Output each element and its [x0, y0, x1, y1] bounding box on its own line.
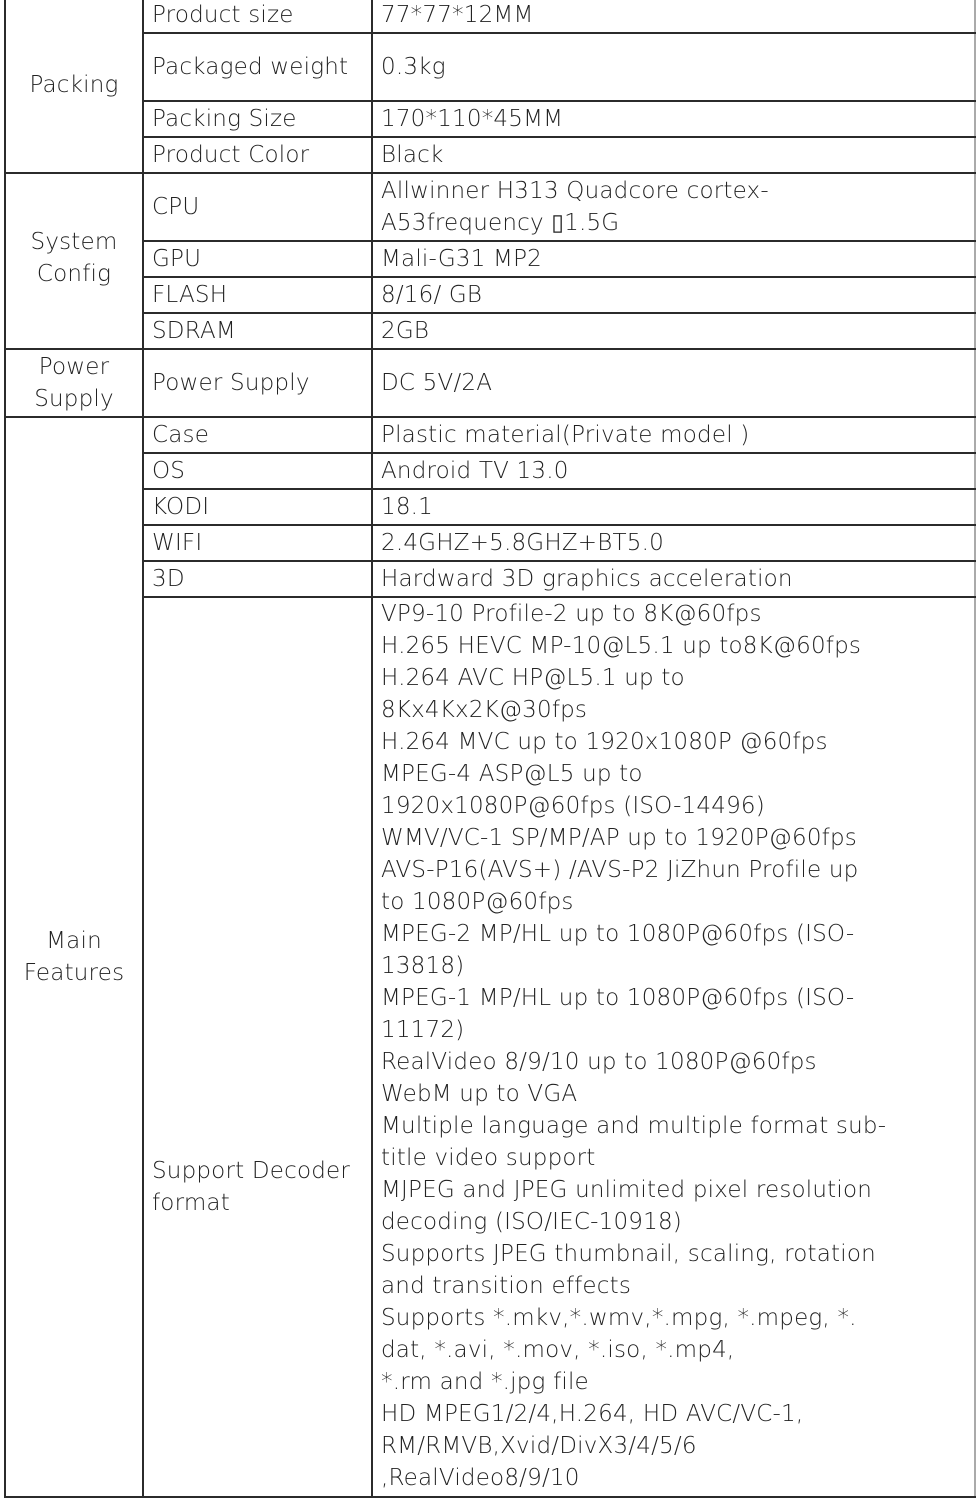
decoder-line: decoding (ISO/IEC-10918): [381, 1209, 682, 1235]
decoder-line: *.rm and *.jpg file: [381, 1369, 589, 1395]
decoder-line: MPEG-2 MP/HL up to 1080P@60fps (ISO-: [381, 921, 855, 947]
decoder-line: HD MPEG1/2/4,H.264, HD AVC/VC-1,: [381, 1401, 804, 1427]
decoder-line: ,RealVideo8/9/10: [381, 1465, 580, 1491]
decoder-line: WebM up to VGA: [381, 1081, 578, 1107]
table-row: [5, 561, 975, 597]
spec-key: SDRAM: [143, 313, 372, 349]
table-row: [5, 417, 975, 453]
spec-key: Product size: [143, 0, 372, 33]
spec-value: 77*77*12MM: [372, 0, 975, 33]
spec-table: [4, 0, 976, 1498]
decoder-line: MPEG-1 MP/HL up to 1080P@60fps (ISO-: [381, 985, 855, 1011]
category-cell-main-features: Main Features: [5, 417, 143, 1497]
spec-value: Black: [372, 137, 975, 173]
spec-value: DC 5V/2A: [372, 349, 975, 417]
spec-value: 8/16/ GB: [372, 277, 975, 313]
decoder-line: WMV/VC-1 SP/MP/AP up to 1920P@60fps: [381, 825, 857, 851]
decoder-line: RM/RMVB,Xvid/DivX3/4/5/6: [381, 1433, 697, 1459]
decoder-line: 11172): [381, 1017, 465, 1043]
category-cell-system-config: System Config: [5, 173, 143, 349]
decoder-line: dat, *.avi, *.mov, *.iso, *.mp4,: [381, 1337, 735, 1363]
table-row: [5, 277, 975, 313]
spec-value: 18.1: [372, 489, 975, 525]
decoder-line: 13818): [381, 953, 465, 979]
spec-key: Case: [143, 417, 372, 453]
decoder-line: to 1080P@60fps: [381, 889, 574, 915]
table-row: [5, 313, 975, 349]
decoder-line: H.264 MVC up to 1920x1080P @60fps: [381, 729, 828, 755]
spec-key: CPU: [143, 173, 372, 241]
spec-key: GPU: [143, 241, 372, 277]
spec-value: Mali-G31 MP2: [372, 241, 975, 277]
table-row: [5, 33, 975, 101]
table-row: [5, 173, 975, 241]
decoder-line: Supports *.mkv,*.wmv,*.mpg, *.mpeg, *.: [381, 1305, 857, 1331]
decoder-line: MPEG-4 ASP@L5 up to: [381, 761, 643, 787]
spec-value: Allwinner H313 Quadcore cortex-A53frequency ▯1.5G: [372, 173, 975, 241]
decoder-line: H.264 AVC HP@L5.1 up to: [381, 665, 685, 691]
spec-key: KODI: [143, 489, 372, 525]
decoder-line: Supports JPEG thumbnail, scaling, rotation: [381, 1241, 876, 1267]
spec-value: Plastic material(Private model ): [372, 417, 975, 453]
category-cell-power-supply: Power Supply: [5, 349, 143, 417]
spec-value: 0.3kg: [372, 33, 975, 101]
spec-key: 3D: [143, 561, 372, 597]
spec-value: 170*110*45MM: [372, 101, 975, 137]
table-row: [5, 349, 975, 417]
decoder-line: Multiple language and multiple format sub-: [381, 1113, 887, 1139]
decoder-line: VP9-10 Profile-2 up to 8K@60fps: [381, 601, 762, 627]
decoder-line: RealVideo 8/9/10 up to 1080P@60fps: [381, 1049, 817, 1075]
spec-key: FLASH: [143, 277, 372, 313]
decoder-line: title video support: [381, 1145, 596, 1171]
decoder-line: and transition effects: [381, 1273, 632, 1299]
table-row: [5, 453, 975, 489]
spec-key: Packing Size: [143, 101, 372, 137]
table-row: [5, 597, 975, 1497]
spec-key: Support Decoder format: [143, 597, 372, 1497]
decoder-line: MJPEG and JPEG unlimited pixel resolution: [381, 1177, 872, 1203]
spec-key: WIFI: [143, 525, 372, 561]
table-row: [5, 137, 975, 173]
spec-value: Android TV 13.0: [372, 453, 975, 489]
spec-key: Product Color: [143, 137, 372, 173]
table-row: [5, 101, 975, 137]
spec-value-decoder-formats: [372, 597, 975, 1497]
spec-key: Packaged weight: [143, 33, 372, 101]
decoder-line: H.265 HEVC MP-10@L5.1 up to8K@60fps: [381, 633, 862, 659]
spec-key: OS: [143, 453, 372, 489]
decoder-line: AVS-P16(AVS+) /AVS-P2 JiZhun Profile up: [381, 857, 859, 883]
spec-key: Power Supply: [143, 349, 372, 417]
spec-value: 2.4GHZ+5.8GHZ+BT5.0: [372, 525, 975, 561]
table-row: [5, 489, 975, 525]
category-cell-packing: Packing: [5, 0, 143, 173]
decoder-line: 1920x1080P@60fps (ISO-14496): [381, 793, 765, 819]
spec-value: Hardward 3D graphics acceleration: [372, 561, 975, 597]
spec-value: 2GB: [372, 313, 975, 349]
table-row: [5, 241, 975, 277]
decoder-line: 8Kx4Kx2K@30fps: [381, 697, 588, 723]
table-row: [5, 0, 975, 33]
table-row: [5, 525, 975, 561]
